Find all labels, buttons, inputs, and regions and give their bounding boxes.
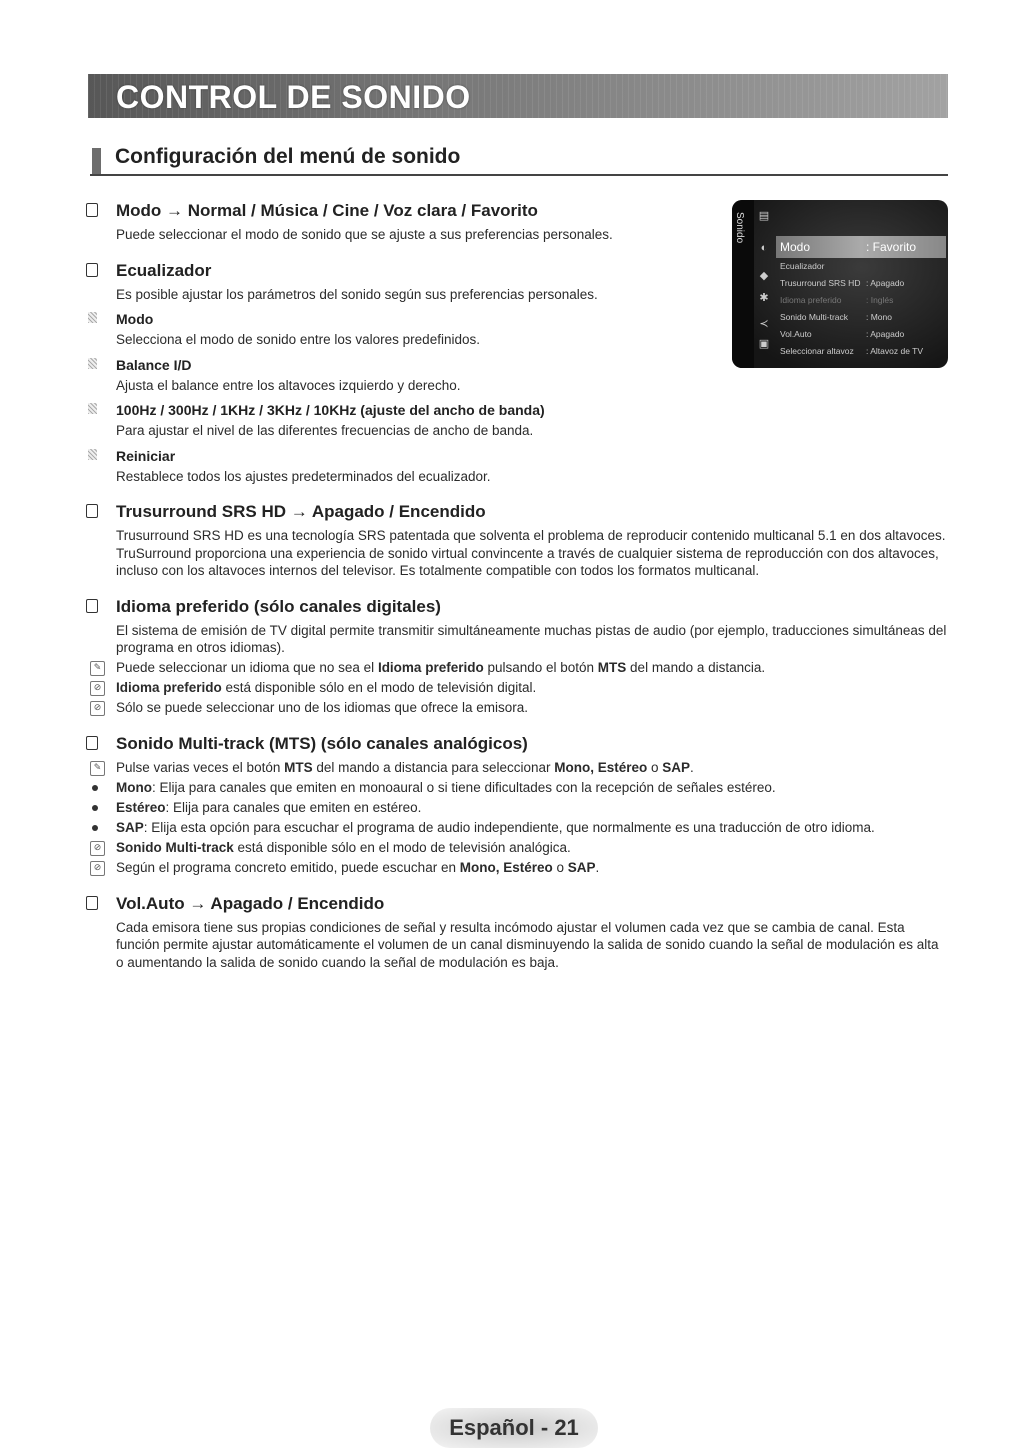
page-number-badge <box>430 1408 598 1448</box>
bullet-label: SAP <box>116 819 144 835</box>
option-heading: Vol.Auto → Apagado / Encendido <box>116 893 385 913</box>
sub-option <box>116 310 716 349</box>
option-text: Es posible ajustar los parámetros del sonido según sus preferencias personales. <box>116 286 598 302</box>
page-number: Español - 21 <box>449 1415 579 1440</box>
option-text: El sistema de emisión de TV digital permite transmitir simultáneamente muchas pistas de audio (por ejemplo, traducciones simultáneas del programa en otros idiomas). <box>116 622 947 655</box>
checkbox-icon <box>86 203 98 217</box>
tv-menu-row-value: : Apagado <box>866 329 905 339</box>
checkbox-icon <box>86 504 98 518</box>
section-divider <box>90 174 948 176</box>
tv-menu-row-value: : Mono <box>866 312 892 322</box>
sub-option-heading: Reiniciar <box>116 447 176 464</box>
note-emphasis: Mono, Estéreo <box>459 859 553 875</box>
sub-option-text: Selecciona el modo de sonido entre los valores predefinidos. <box>116 332 480 347</box>
bullet-item <box>88 779 948 797</box>
note-text: del mando a distancia. <box>626 659 766 675</box>
tv-menu-row-label: Seleccionar altavoz <box>780 346 854 356</box>
note <box>88 699 948 717</box>
page-banner <box>88 74 948 118</box>
menu-option-modo <box>86 200 716 244</box>
note-text: Pulse varias veces el botón <box>116 759 285 775</box>
note-text: Sólo se puede seleccionar uno de los idiomas que ofrece la emisora. <box>116 699 528 715</box>
picture-icon: ▤ <box>758 210 770 222</box>
bullet-text: : Elija para canales que emiten en monoaural o si tiene dificultades con la recepción de señales estéreo. <box>152 779 776 795</box>
note-text: o <box>647 759 663 775</box>
bullet-item <box>88 819 948 837</box>
menu-option-trusurround <box>86 501 948 580</box>
channel-icon: ◆ <box>759 270 769 282</box>
option-heading: Modo → Normal / Música / Cine / Voz clara / Favorito <box>116 201 538 220</box>
checkbox-icon <box>86 599 98 613</box>
tv-menu-row-label: Ecualizador <box>780 261 825 271</box>
bullet-item <box>88 799 948 817</box>
note-text: Según el programa concreto emitido, puede escuchar en <box>116 859 460 875</box>
caution-icon: ⊘ <box>90 841 105 856</box>
bullet-label: Estéreo <box>116 799 166 815</box>
sub-option-icon <box>88 403 97 414</box>
sub-option-text: Restablece todos los ajustes predeterminados del ecualizador. <box>116 468 491 484</box>
sub-option-heading: 100Hz / 300Hz / 1KHz / 3KHz / 10KHz (ajuste del ancho de banda) <box>116 402 545 418</box>
bullet-text: : Elija esta opción para escuchar el programa de audio independiente, que normalmente es una traducción de otro idioma. <box>143 819 875 835</box>
note-text: o <box>552 859 568 875</box>
note-icon: ✎ <box>90 661 105 676</box>
note-emphasis: SAP <box>567 859 596 875</box>
tv-menu-row-value: : Inglés <box>866 295 894 305</box>
note <box>88 659 948 677</box>
option-heading: Ecualizador <box>116 260 212 280</box>
sub-option-heading: Modo <box>116 311 154 327</box>
tv-menu-row-label: Vol.Auto <box>780 329 812 339</box>
note-emphasis: MTS <box>284 759 313 775</box>
note-text: . <box>690 759 694 775</box>
caution-icon: ⊘ <box>90 861 105 876</box>
tv-menu-row-value: : Apagado <box>866 278 905 288</box>
content <box>86 200 948 987</box>
tv-menu-side-label: Sonido <box>734 212 745 244</box>
note-emphasis: Mono, Estéreo <box>554 759 648 775</box>
option-heading: Idioma preferido (sólo canales digitales) <box>116 596 441 616</box>
tv-menu-row-label: Idioma preferido <box>780 295 842 305</box>
option-text: Cada emisora tiene sus propias condiciones de señal y resulta incómodo ajustar el volumen cada vez que se cambia de canal. Esta función permite ajustar automáticamente el volumen de un canal disminuyendo la salida de sonido cuando la señal de modulación es alta o aumentando la salida de sonido cuando la señal de modulación es baja. <box>116 919 939 970</box>
sub-option-text: Ajusta el balance entre los altavoces izquierdo y derecho. <box>116 377 461 393</box>
note-text: está disponible sólo en el modo de televisión analógica. <box>233 839 571 855</box>
note-icon: ✎ <box>90 761 105 776</box>
note-text: Puede seleccionar un idioma que no sea el <box>116 659 378 675</box>
banner-title: CONTROL DE SONIDO <box>116 79 471 115</box>
menu-option-vol-auto <box>86 893 948 972</box>
sub-option <box>116 447 716 486</box>
bullet-icon <box>92 805 98 811</box>
setup-icon: ✱ <box>759 292 769 304</box>
caution-icon: ⊘ <box>90 701 105 716</box>
checkbox-icon <box>86 896 98 910</box>
tv-menu-row-value: : Altavoz de TV <box>866 346 924 356</box>
section-marker <box>92 148 101 174</box>
note <box>88 679 948 697</box>
bullet-text: : Elija para canales que emiten en estéreo. <box>165 799 422 815</box>
menu-option-ecualizador <box>86 260 716 486</box>
note-text: pulsando el botón <box>483 659 598 675</box>
checkbox-icon <box>86 736 98 750</box>
note-text: del mando a distancia para seleccionar <box>312 759 555 775</box>
tv-menu-row-label: Trusurround SRS HD <box>780 278 861 288</box>
tv-menu-row-label: Modo <box>780 240 811 254</box>
note <box>88 839 948 857</box>
option-heading: Trusurround SRS HD → Apagado / Encendido <box>116 502 486 521</box>
caution-icon: ⊘ <box>90 681 105 696</box>
sub-option <box>116 401 716 440</box>
sub-option-heading: Balance I/D <box>116 356 192 373</box>
sub-option-icon <box>88 449 97 460</box>
note <box>88 759 948 777</box>
note-text: está disponible sólo en el modo de televisión digital. <box>221 679 537 695</box>
note-emphasis: MTS <box>597 659 627 675</box>
bullet-icon <box>92 785 98 791</box>
tv-menu-row-label: Sonido Multi-track <box>780 312 849 322</box>
checkbox-icon <box>86 263 98 277</box>
menu-option-idioma-preferido <box>86 596 948 717</box>
bullet-label: Mono <box>116 779 152 795</box>
support-icon: ▣ <box>758 338 770 350</box>
option-text: Trusurround SRS HD es una tecnología SRS patentada que solventa el problema de reproducir contenido multicanal 5.1 en dos altavoces. TruSurround proporciona una experiencia de sonido virtual convincente a través de cualquier sistema de reproducción con dos altavoces, incluso con los altavoces internos del televisor. Es totalmente compatible con todos los formatos multicanal. <box>116 528 946 578</box>
sub-option-text: Para ajustar el nivel de las diferentes frecuencias de ancho de banda. <box>116 423 534 438</box>
section-title: Configuración del menú de sonido <box>115 145 461 168</box>
note-emphasis: Idioma preferido <box>377 659 484 675</box>
menu-option-sonido-multi-track <box>86 733 948 877</box>
sound-icon: ◐ <box>760 242 768 254</box>
sub-option-icon <box>88 312 97 323</box>
sub-option-icon <box>88 358 97 369</box>
option-text: Puede seleccionar el modo de sonido que se ajuste a sus preferencias personales. <box>116 227 613 242</box>
input-icon: ≺ <box>759 318 769 330</box>
note-emphasis: Sonido Multi-track <box>116 839 234 855</box>
note-emphasis: SAP <box>662 759 691 775</box>
sub-option <box>116 356 716 395</box>
option-heading: Sonido Multi-track (MTS) (sólo canales analógicos) <box>116 733 528 753</box>
tv-menu-row-value: : Favorito <box>866 240 917 254</box>
note <box>88 859 948 877</box>
note-emphasis: Idioma preferido <box>116 679 222 695</box>
note-text: . <box>595 859 600 875</box>
bullet-icon <box>92 825 98 831</box>
